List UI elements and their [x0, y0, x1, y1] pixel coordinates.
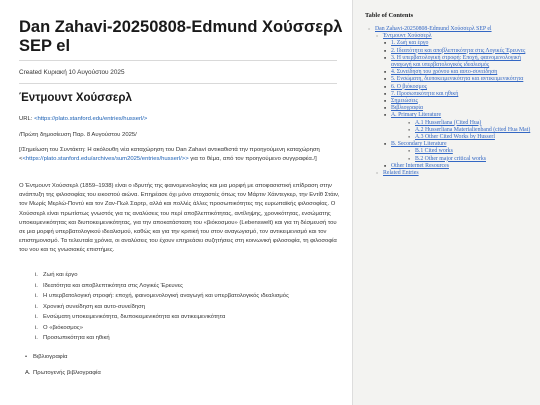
list-marker: i.: [35, 272, 38, 278]
toc-bullet-icon: ○: [368, 27, 371, 31]
toc-bullet-icon: ■: [384, 84, 387, 89]
toc-link[interactable]: [367, 84, 537, 91]
bibliography-item: [19, 368, 101, 379]
editor-note-text: [/Σημείωση του Συντάκτη: Η ακόλουθη νέα καταχώρηση του Dan Zahavi αντικαθιστά την προηγούμενη καταχώρηση <: [19, 147, 320, 163]
toc-link-label: 1. Ζωή και έργο: [391, 40, 429, 47]
section-list-label: Ενσώματη υποκειμενικότητα, διυποκειμενικότητα και αντικειμενικότητα: [43, 314, 226, 320]
toc-link-label: Dan Zahavi-20250808-Edmund Χούσσερλ SEP el: [375, 26, 492, 32]
toc-link[interactable]: [367, 148, 537, 155]
archive-link[interactable]: <https://plato.stanford.edu/archives/sum2025/entries/husserl/>>: [22, 156, 189, 163]
toc-bullet-icon: ■: [384, 70, 387, 75]
section-list-label: Προσωπικότητα και ηθική: [43, 335, 110, 341]
toc-link[interactable]: [367, 134, 537, 141]
toc-link-label: 7. Προσωπικότητα και ηθική: [391, 90, 459, 97]
toc-link[interactable]: [367, 40, 537, 47]
toc-bullet-icon: ●: [408, 127, 411, 132]
url-link[interactable]: <https://plato.stanford.edu/entries/husserl/>: [34, 116, 148, 122]
toc-link[interactable]: [367, 163, 537, 170]
toc-link[interactable]: [367, 26, 537, 33]
url-line: [19, 115, 341, 124]
section-list-label: Η υπερβατολογική στροφή: εποχή, φαινομενολογική αναγωγή και υπερβατολογικός ιδεαλισμός: [43, 293, 289, 299]
toc-link[interactable]: [367, 141, 537, 148]
toc-list: [367, 26, 537, 177]
section-heading: Έντμουντ Χούσσερλ: [19, 92, 132, 104]
toc-bullet-icon: ■: [384, 113, 387, 118]
section-list-item: [19, 323, 339, 334]
section-list-label: Ζωή και έργο: [43, 272, 78, 278]
document-title: Dan Zahavi-20250808-Edmund Χούσσερλ SEP el: [19, 18, 343, 55]
toc-link-label: Βιβλιογραφία: [391, 105, 424, 112]
list-marker: A.: [25, 370, 31, 376]
section-list-item: [19, 291, 339, 302]
toc-bullet-icon: ○: [376, 171, 379, 176]
toc-sidebar: [352, 0, 540, 405]
toc-link-label: 3. Η υπερβατολογική στροφή: Εποχή, φαινομενολογική αναγωγή και υπερβατολογικός ιδεαλισμός: [391, 54, 521, 69]
list-marker: •: [25, 354, 28, 360]
first-published: /Πρώτη δημοσίευση Παρ. 8 Αυγούστου 2025/: [19, 132, 137, 138]
toc-link-label: 6. Ο βιόκοσμος: [391, 83, 427, 90]
toc-bullet-icon: ■: [384, 41, 387, 46]
toc-link-label: 2. Ιδεατότητα και αποβλεπτικότητα στις Λογικές Έρευνες: [391, 47, 526, 54]
toc-link-label: A. Primary Literature: [391, 112, 442, 119]
toc-link-label: B.1 Cited works: [415, 148, 453, 155]
bibliography-label: Πρωτογενής βιβλιογραφία: [33, 370, 101, 376]
toc-link[interactable]: [367, 105, 537, 112]
toc-bullet-icon: ●: [408, 156, 411, 161]
created-date: Created Κυριακή 10 Αυγούστου 2025: [19, 69, 125, 76]
toc-link[interactable]: [367, 91, 537, 98]
list-marker: i.: [35, 303, 38, 310]
section-list-item: [19, 302, 339, 313]
section-list: [19, 270, 339, 344]
section-list-item: [19, 312, 339, 323]
toc-link[interactable]: [367, 156, 537, 163]
toc-link[interactable]: [367, 76, 537, 83]
section-list-item: [19, 281, 339, 292]
toc-link-label: Έντμουντ Χούσσερλ: [383, 33, 432, 40]
toc-link[interactable]: [367, 120, 537, 127]
editor-note: [19, 146, 341, 164]
toc-link-label: B. Secondary Literature: [391, 141, 447, 148]
toc-bullet-icon: ■: [384, 163, 387, 168]
toc-link-label: A.2 Husserliana Materialienband (cited Hua Mat): [415, 126, 531, 133]
toc-link[interactable]: [367, 112, 537, 119]
list-marker: i.: [35, 324, 38, 331]
toc-bullet-icon: ■: [384, 77, 387, 82]
toc-link-label: Other Internet Resources: [391, 162, 449, 169]
toc-bullet-icon: ■: [384, 106, 387, 111]
toc-link-label: A.1 Husserliana (Cited Hua): [415, 119, 482, 126]
intro-paragraph: Ο Έντμουντ Χούσσερλ (1859–1938) είναι ο ιδρυτής της φαινομενολογίας και μια μορφή με αποφασιστική επίδραση στην ανάπτυξη της φιλοσοφίας του εικοστού αιώνα. Επηρέασε όχι μόνο στοχαστές όπως τον Μάρτιν Χάιντεγκερ, την Εντίθ Στάιν, τον Μωρίς Μερλώ-Ποντύ και τον Ζαν-Πωλ Σαρτρ, αλλά και πολλές άλλες προσωπικότητες της ευρωπαϊκής φιλοσοφίας. Ο Χούσσερλ είναι πρωτίστως γνωστός για τις αναλύσεις του περί αποβλεπτικότητας, αντίληψης, χρονικότητας, ενσώματης υποκειμενικότητας και διυποκειμενικότητας, για την αποκατάσταση του «βιόκοσμου» (Lebenswelt) και για τη δέσμευσή του σε μια μορφή υπερβατολογικού ιδεαλισμού, καθώς και για την κριτική του στον αναγωγισμό, τον αντικειμενισμό και τον επιστημονισμό. Τα τελευταία χρόνια, οι αναλύσεις του έχουν επηρεάσει συζητήσεις στη κοινωνική φιλοσοφία, τη φιλοσοφία του νου και τις γνωσιακές επιστήμες.: [19, 183, 340, 254]
toc-link[interactable]: [367, 69, 537, 76]
bibliography-label: Βιβλιογραφία: [33, 354, 68, 360]
list-marker: i.: [35, 282, 38, 289]
toc-bullet-icon: ■: [384, 99, 387, 104]
toc-link[interactable]: [367, 33, 537, 40]
toc-bullet-icon: ■: [384, 142, 387, 147]
toc-bullet-icon: ○: [376, 34, 379, 39]
toc-link-label: Σημειώσεις: [391, 98, 418, 105]
toc-link-label: Related Entries: [383, 170, 419, 177]
toc-link[interactable]: [367, 170, 537, 177]
toc-bullet-icon: ■: [384, 48, 387, 53]
toc-link-label: 4. Συνείδηση του χρόνου και αυτο-συνείδηση: [391, 69, 498, 76]
toc-link-label: 5. Ενσώματη, διυποκειμενικότητα και αντικειμενικότητα: [391, 76, 524, 83]
toc-link[interactable]: [367, 127, 537, 134]
title-divider: [19, 60, 337, 61]
list-marker: i.: [35, 335, 38, 341]
toc-bullet-icon: ●: [408, 120, 411, 125]
toc-bullet-icon: ●: [408, 135, 411, 140]
editor-note-end: για το θέμα, από τον προηγούμενο συγγραφέα./]: [188, 156, 317, 163]
toc-link-label: A.3 Other Cited Works by Husserl: [415, 134, 495, 141]
section-list-label: Χρονική συνείδηση και αυτο-συνείδηση: [43, 303, 146, 310]
toc-bullet-icon: ■: [384, 55, 387, 60]
toc-bullet-icon: ■: [384, 91, 387, 96]
toc-link-label: B.2 Other major critical works: [415, 155, 486, 162]
url-prefix: URL:: [19, 116, 35, 122]
toc-title: Table of Contents: [365, 12, 414, 19]
toc-link[interactable]: [367, 48, 537, 55]
toc-link[interactable]: [367, 55, 537, 69]
section-list-item: [19, 270, 339, 281]
created-divider: [19, 83, 337, 84]
section-list-label: Ο «βιόκοσμος»: [43, 324, 84, 331]
toc-link[interactable]: [367, 98, 537, 105]
section-list-label: Ιδεατότητα και αποβλεπτικότητα στις Λογικές Έρευνες: [43, 282, 184, 289]
list-marker: i.: [35, 314, 38, 320]
bibliography-item: [19, 352, 67, 363]
section-list-item: [19, 333, 339, 344]
toc-bullet-icon: ●: [408, 149, 411, 154]
list-marker: i.: [35, 293, 38, 299]
